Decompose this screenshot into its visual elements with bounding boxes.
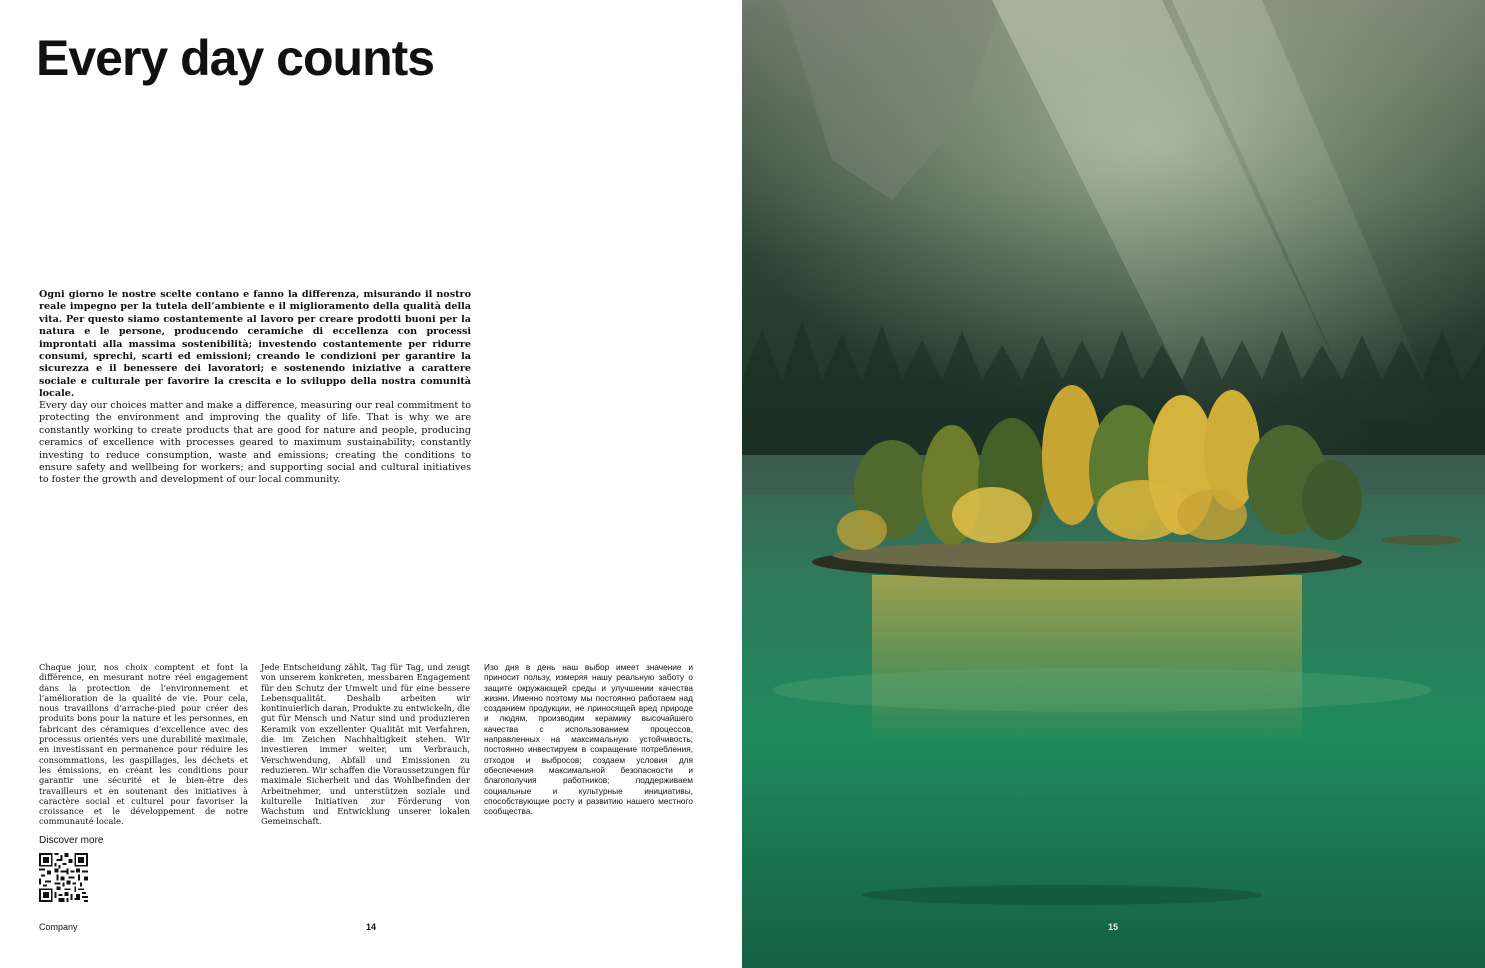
column-french: Chaque jour, nos choix comptent et font la différence, en mesurant notre réel engagement dans la protection de l’environnement et l’amélioration de la qualité de vie. Pour cela, nous travaillons d’arrache-pied pour créer des produits bons pour la nature et les personnes, en fabricant des céramiques d’excellence avec des processus orientés vers une durabilité maximale, en investissant en permanence pour réduire les consommations, les gaspillages, les déchets et les émissions, en créant les conditions pour garantir une sécurité et le bien-être des travailleurs et en soutenant des initiatives à caractère social et culturel pour favoriser la croissance et le développement de notre communauté locale. xyxy=(39,662,248,827)
page-number-right: 15 xyxy=(1108,922,1119,932)
footer-section-label: Company xyxy=(39,922,78,932)
column-german: Jede Entscheidung zählt, Tag für Tag, und zeugt von unserem konkreten, messbaren Engagement für den Schutz der Umwelt und für eine bessere Lebensqualität. Deshalb arbeiten wir kontinuierlich daran, Produkte zu entwickeln, die gut für Mensch und Natur sind und produzieren Keramik von exzellenter Qualität mit Verfahren, die im Zeichen Nachhaltigkeit stehen. Wir investieren immer weiter, um Verbrauch, Verschwendung, Abfall und Emissionen zu reduzieren. Wir schaffen die Voraussetzungen für maximale Sicherheit und das Wohlbefinden der Arbeitnehmer, und unterstützen soziale und kulturelle Initiativen zur Förderung von Wachstum und Entwicklung unserer lokalen Gemeinschaft. xyxy=(261,662,470,827)
page-title: Every day counts xyxy=(36,30,435,86)
lake-island-photo xyxy=(742,0,1485,968)
right-page-photo xyxy=(742,0,1485,968)
paragraph-english: Every day our choices matter and make a difference, measuring our real commitment to protecting the environment and improving the quality of life. That is why we are constantly working to create products that are good for nature and people, producing ceramics of excellence with processes geared to maximum sustainability; constantly investing to reduce consumption, waste and emissions; creating the conditions to ensure safety and wellbeing for workers; and supporting social and cultural initiatives to foster the growth and development of our local community. xyxy=(39,400,471,486)
left-page xyxy=(0,0,742,968)
qr-code-icon[interactable] xyxy=(39,853,88,902)
discover-more-label: Discover more xyxy=(39,835,104,846)
column-russian: Изо дня в день наш выбор имеет значение и приносит пользу, измеряя нашу реальную заботу о защите окружающей среды и улучшении качества жизни. Именно поэтому мы постоянно работаем над созданием продукции, не приносящей вред природе и людям, производим керамику высочайшего качества с использованием процессов, направленных на максимальную устойчивость; постоянно инвестируем в сокращение потребления, отходов и выбросов; создаем условия для обеспечения максимальной безопасности и благополучия работников; поддерживаем социальные и культурные инициативы, способствующие росту и развитию нашего местного сообщества. xyxy=(484,662,693,817)
paragraph-italian: Ogni giorno le nostre scelte contano e fanno la differenza, misurando il nostro reale impegno per la tutela dell’ambiente e il miglioramento della qualità della vita. Per questo siamo costantemente al lavoro per creare prodotti buoni per la natura e le persone, producendo ceramiche di eccellenza con processi improntati alla massima sostenibilità; investendo costantemente per ridurre consumi, sprechi, scarti ed emissioni; creando le condizioni per garantire la sicurezza e il benessere dei lavoratori; e sostenendo iniziative a carattere sociale e culturale per favorire la crescita e lo sviluppo della nostra comunità locale. xyxy=(39,289,471,400)
page-number-left: 14 xyxy=(366,922,377,932)
